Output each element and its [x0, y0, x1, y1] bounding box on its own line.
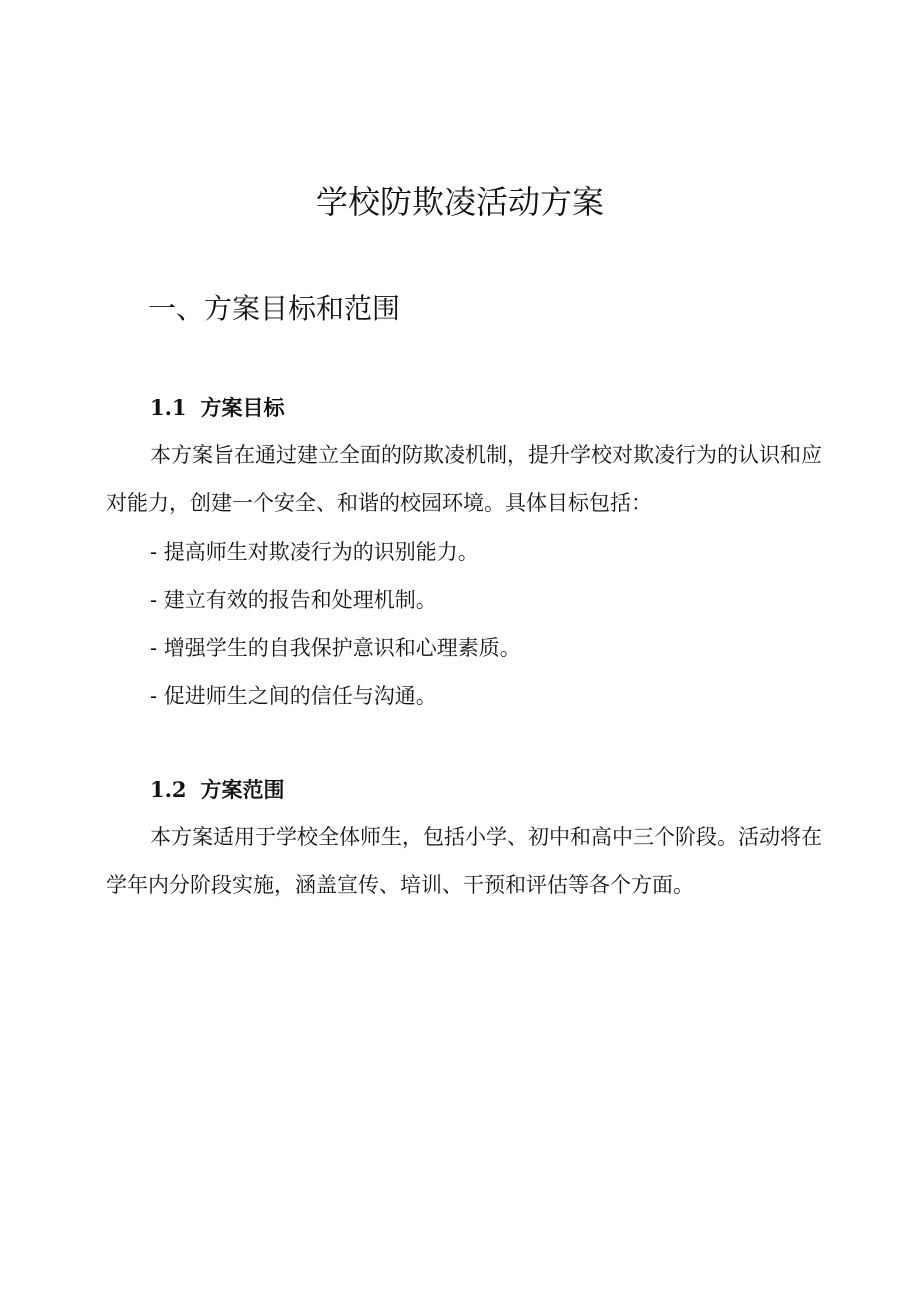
goal-item: - 增强学生的自我保护意识和心理素质。	[150, 636, 521, 660]
subsection-title: 方案范围	[200, 777, 285, 802]
goal-item: - 提高师生对欺凌行为的识别能力。	[150, 540, 479, 564]
goal-item: - 促进师生之间的信任与沟通。	[150, 684, 437, 708]
goal-item: - 建立有效的报告和处理机制。	[150, 588, 437, 612]
subsection-heading-scope	[150, 775, 285, 805]
section-heading: 一、方案目标和范围	[148, 292, 401, 325]
scope-paragraph: 本方案适用于学校全体师生，包括小学、初中和高中三个阶段。活动将在学年内分阶段实施，涵盖宣传、培训、干预和评估等各个方面。	[106, 825, 822, 897]
subsection-title: 方案目标	[200, 395, 285, 420]
subsection-heading-goals	[150, 393, 285, 423]
subsection-number: 1.1	[150, 395, 187, 420]
document-title: 学校防欺凌活动方案	[315, 183, 604, 221]
subsection-number: 1.2	[150, 777, 187, 802]
goals-paragraph: 本方案旨在通过建立全面的防欺凌机制，提升学校对欺凌行为的认识和应对能力，创建一个安全、和谐的校园环境。具体目标包括：	[106, 443, 822, 515]
